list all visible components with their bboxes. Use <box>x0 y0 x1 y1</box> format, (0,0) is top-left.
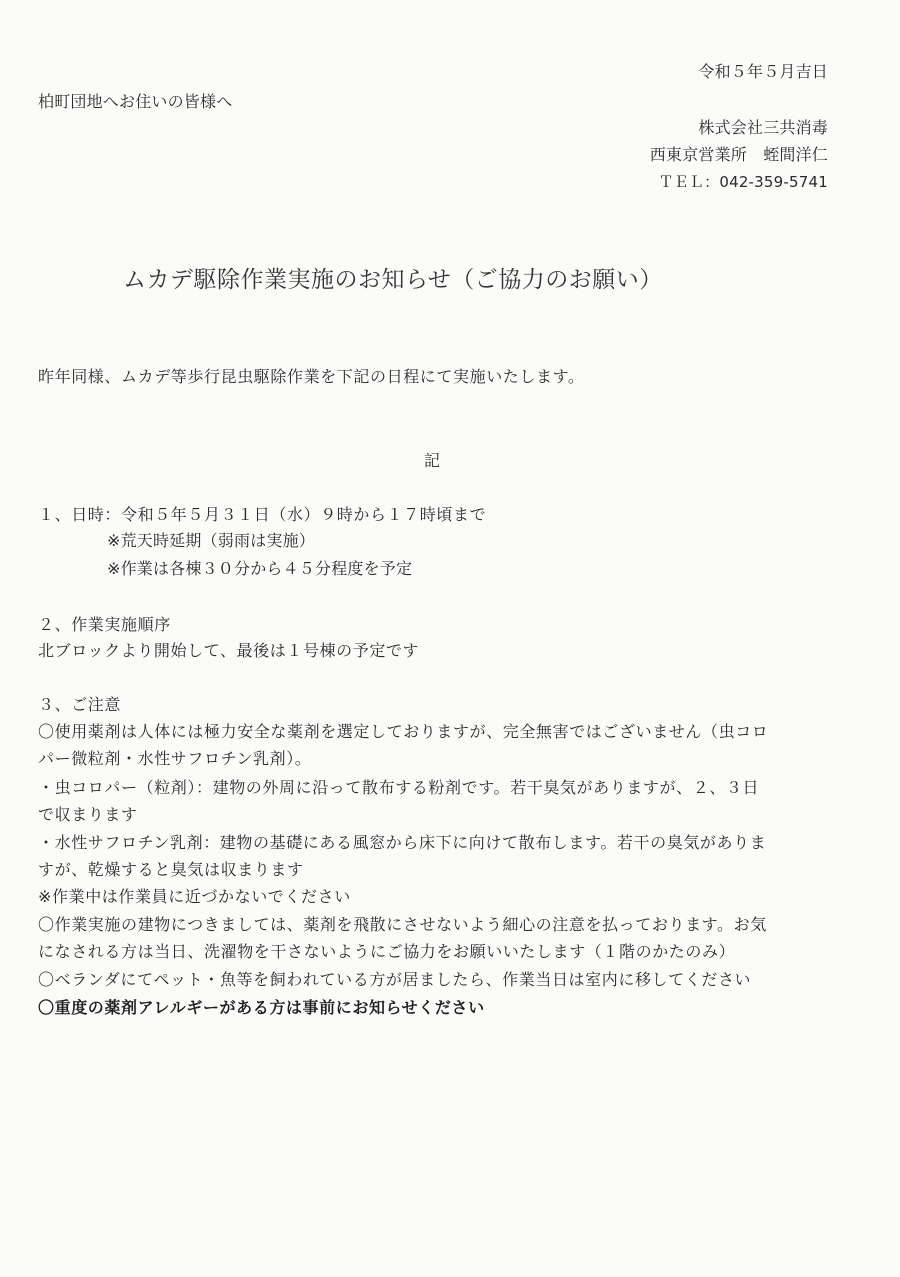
order-heading: ２、作業実施順序 <box>38 615 171 634</box>
recipient-line: 柏町団地へお住いの皆様へ <box>38 92 233 111</box>
caution-line: 〇作業実施の建物につきましては、薬剤を飛散にさせないよう細心の注意を払っております。お気 <box>38 915 767 934</box>
document-title: ムカデ駆除作業実施のお知らせ（ご協力のお願い） <box>123 267 663 293</box>
caution-line: 〇使用薬剤は人体には極力安全な薬剤を選定しておりますが、完全無害ではございません（虫コロ <box>38 722 769 741</box>
caution-line: 〇ベランダにてペット・魚等を飼われている方が居ましたら、作業当日は室内に移してください <box>38 970 752 989</box>
caution-line: で収まります <box>38 805 138 824</box>
sender-office: 西東京営業所 蛭間洋仁 <box>649 145 828 164</box>
order-body: 北ブロックより開始して、最後は１号棟の予定です <box>38 641 420 660</box>
issue-date: 令和５年５月吉日 <box>698 62 828 81</box>
schedule-line: １、日時：令和５年５月３１日（水）９時から１７時頃まで <box>38 505 487 524</box>
ki-marker: 記 <box>424 451 441 470</box>
caution-heading: ３、ご注意 <box>38 695 122 714</box>
sender-company: 株式会社三共消毒 <box>698 118 828 137</box>
caution-line: になされる方は当日、洗濯物を干さないようにご協力をお願いいたします（１階のかたのみ） <box>38 942 736 961</box>
schedule-note-weather: ※荒天時延期（弱雨は実施） <box>107 531 316 550</box>
sender-tel: ＴＥＬ：042-359-5741 <box>658 173 828 191</box>
schedule-note-duration: ※作業は各棟３０分から４５分程度を予定 <box>107 559 413 578</box>
caution-line: ・虫コロパー（粒剤）：建物の外周に沿って散布する粉剤です。若干臭気がありますが、２、３日 <box>38 778 760 797</box>
caution-line: 〇重度の薬剤アレルギーがある方は事前にお知らせください <box>38 998 485 1017</box>
caution-line: パー微粒剤・水性サフロチン乳剤）。 <box>38 749 312 768</box>
caution-line: ・水性サフロチン乳剤：建物の基礎にある風窓から床下に向けて散布します。若干の臭気がありま <box>38 833 767 852</box>
caution-line: すが、乾燥すると臭気は収まります <box>38 860 304 879</box>
intro-text: 昨年同様、ムカデ等歩行昆虫駆除作業を下記の日程にて実施いたします。 <box>38 367 585 386</box>
caution-line: ※作業中は作業員に近づかないでください <box>38 887 351 906</box>
